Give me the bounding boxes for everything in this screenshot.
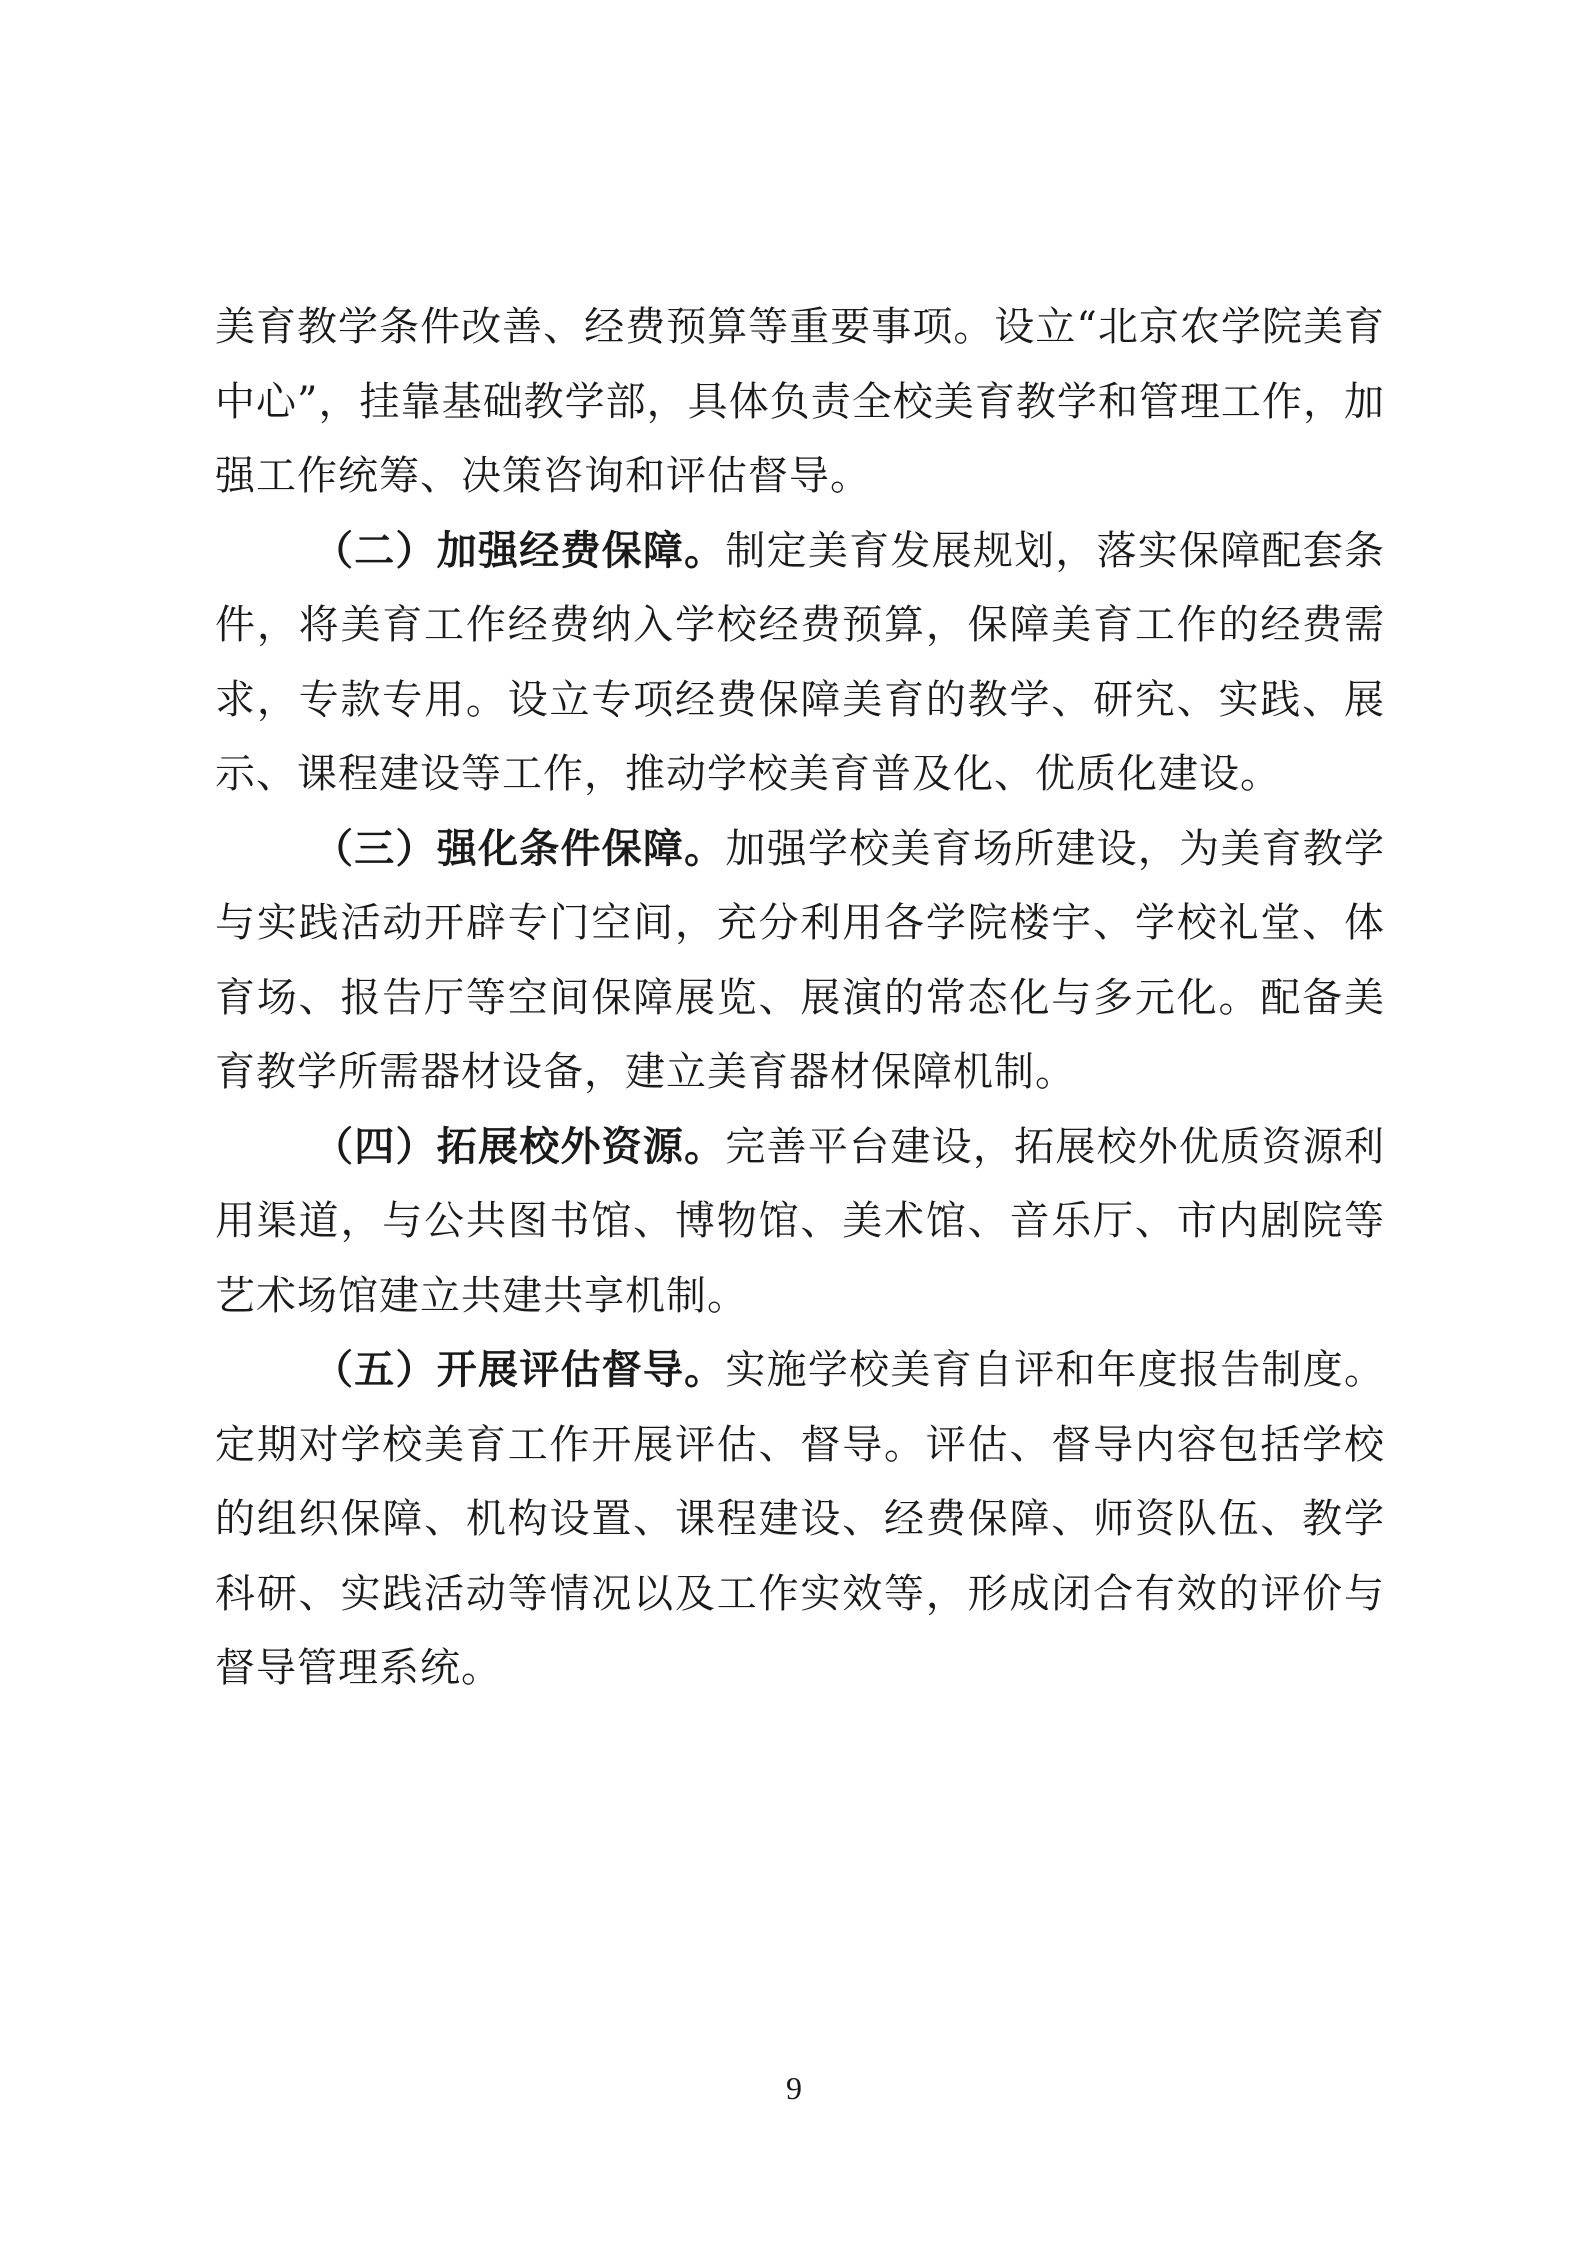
paragraph-evaluation-supervision [215, 1333, 1385, 1706]
paragraph-text: 制定美育发展规划，落实保障配套条件，将美育工作经费纳入学校经费预算，保障美育工作的经费需求，专款专用。设立专项经费保障美育的教学、研究、实践、展示、课程建设等工作，推动学校美育普及化、优质化建设。 [215, 527, 1386, 797]
section-heading: （五）开展评估督导。 [313, 1346, 726, 1393]
section-heading: （四）拓展校外资源。 [313, 1122, 726, 1170]
section-heading: （三）强化条件保障。 [313, 824, 726, 872]
paragraph-text: 美育教学条件改善、经费预算等重要事项。设立“北京农学院美育中心”，挂靠基础教学部，具体负责全校美育教学和管理工作，加强工作统筹、决策咨询和评估督导。 [215, 304, 1385, 499]
paragraph-condition-guarantee [215, 812, 1385, 1110]
section-heading: （二）加强经费保障。 [313, 526, 726, 574]
document-body [215, 290, 1385, 1706]
paragraph-text: 加强学校美育场所建设，为美育教学与实践活动开辟专门空间，充分利用各学院楼宇、学校礼堂、体育场、报告厅等空间保障展览、展演的常态化与多元化。配备美育教学所需器材设备，建立美育器材保障机制。 [215, 825, 1386, 1095]
paragraph-external-resources [215, 1110, 1385, 1334]
paragraph-funding-guarantee [215, 514, 1385, 812]
paragraph-text: 实施学校美育自评和年度报告制度。定期对学校美育工作开展评估、督导。评估、督导内容包括学校的组织保障、机构设置、课程建设、经费保障、师资队伍、教学科研、实践活动等情况以及工作实效等，形成闭合有效的评价与督导管理系统。 [215, 1347, 1386, 1691]
page-number: 9 [786, 2070, 802, 2106]
paragraph-continuation [215, 290, 1385, 514]
paragraph-text: 完善平台建设，拓展校外优质资源利用渠道，与公共图书馆、博物馆、美术馆、音乐厅、市内剧院等艺术场馆建立共建共享机制。 [215, 1123, 1386, 1319]
